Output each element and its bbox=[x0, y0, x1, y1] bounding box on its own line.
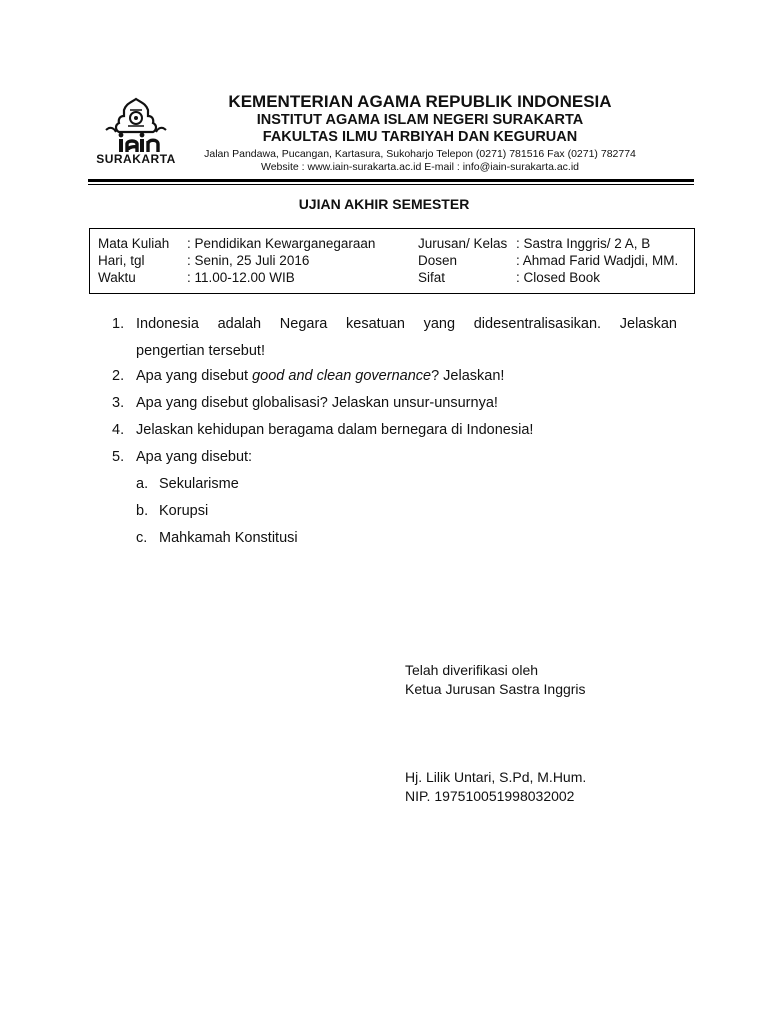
question-text-part: Apa yang disebut bbox=[136, 368, 253, 384]
sub-item-letter: a. bbox=[136, 476, 149, 492]
question-text: Apa yang disebut: bbox=[136, 449, 253, 465]
course-info-box bbox=[89, 228, 695, 294]
contact-line: Website : www.iain-surakarta.ac.id E-mail : info@iain-surakarta.ac.id bbox=[261, 161, 579, 173]
info-value: : Ahmad Farid Wadjdi, MM. bbox=[516, 253, 679, 268]
verifier-nip: NIP. 197510051998032002 bbox=[405, 788, 575, 804]
info-label: Hari, tgl bbox=[98, 253, 145, 268]
verifier-position: Ketua Jurusan Sastra Inggris bbox=[405, 681, 586, 697]
logo-wordmark: SURAKARTA bbox=[96, 152, 176, 166]
address-line: Jalan Pandawa, Pucangan, Kartasura, Sukoharjo Telepon (0271) 781516 Fax (0271) 782774 bbox=[204, 148, 636, 160]
question-text-continued: pengertian tersebut! bbox=[136, 343, 265, 359]
question-number: 3. bbox=[112, 395, 125, 411]
sub-item-text: Sekularisme bbox=[159, 476, 239, 492]
question-number: 2. bbox=[112, 368, 125, 384]
info-label: Sifat bbox=[418, 270, 446, 285]
verification-note: Telah diverifikasi oleh bbox=[405, 662, 539, 678]
iain-surakarta-emblem-icon bbox=[88, 96, 184, 168]
question-text: Indonesia adalah Negara kesatuan yang didesentralisasikan. Jelaskan bbox=[136, 316, 677, 332]
info-row bbox=[90, 270, 696, 287]
faculty-heading: FAKULTAS ILMU TARBIYAH DAN KEGURUAN bbox=[262, 129, 578, 145]
sub-item-letter: c. bbox=[136, 530, 148, 546]
question-text: Apa yang disebut globalisasi? Jelaskan unsur-unsurnya! bbox=[136, 395, 498, 411]
sub-item-text: Korupsi bbox=[159, 503, 209, 519]
question-italic-term: good and clean governance bbox=[252, 368, 432, 384]
question-number: 1. bbox=[112, 316, 125, 332]
info-row bbox=[90, 253, 696, 270]
question-text bbox=[136, 368, 504, 384]
info-value: : Pendidikan Kewarganegaraan bbox=[187, 236, 376, 251]
verifier-name: Hj. Lilik Untari, S.Pd, M.Hum. bbox=[405, 769, 587, 785]
info-label: Waktu bbox=[98, 270, 136, 285]
letterhead-divider-thick bbox=[88, 179, 694, 182]
exam-title: UJIAN AKHIR SEMESTER bbox=[298, 196, 470, 212]
info-value: : Closed Book bbox=[516, 270, 601, 285]
sub-item-text: Mahkamah Konstitusi bbox=[159, 530, 298, 546]
institute-heading: INSTITUT AGAMA ISLAM NEGERI SURAKARTA bbox=[256, 112, 584, 128]
info-row bbox=[90, 236, 696, 253]
ministry-heading: KEMENTERIAN AGAMA REPUBLIK INDONESIA bbox=[228, 92, 612, 111]
info-label: Mata Kuliah bbox=[98, 236, 170, 251]
question-text: Jelaskan kehidupan beragama dalam bernegara di Indonesia! bbox=[136, 422, 534, 438]
info-label: Dosen bbox=[418, 253, 458, 268]
question-number: 4. bbox=[112, 422, 125, 438]
info-value: : Sastra Inggris/ 2 A, B bbox=[516, 236, 651, 251]
sub-item-letter: b. bbox=[136, 503, 149, 519]
info-label: Jurusan/ Kelas bbox=[418, 236, 508, 251]
letterhead-divider-thin bbox=[88, 184, 694, 185]
question-text-part: ? Jelaskan! bbox=[431, 368, 505, 384]
info-value: : Senin, 25 Juli 2016 bbox=[187, 253, 310, 268]
question-number: 5. bbox=[112, 449, 125, 465]
info-value: : 11.00-12.00 WIB bbox=[187, 270, 295, 285]
